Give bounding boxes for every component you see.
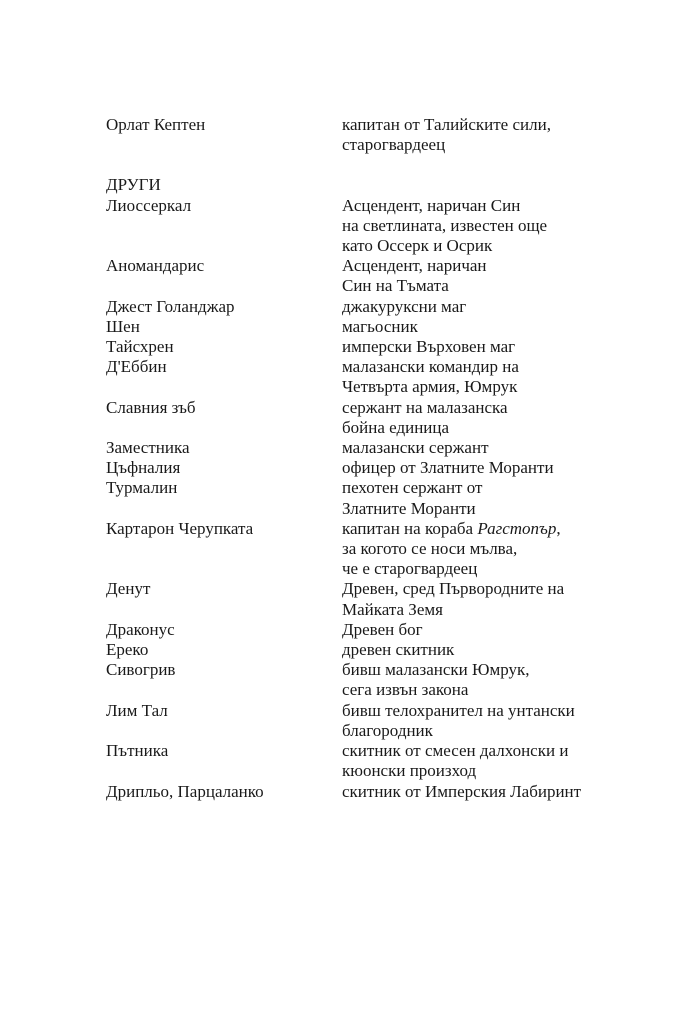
character-entry — [106, 297, 646, 317]
character-description — [342, 317, 642, 337]
character-name: Орлат Кептен — [106, 115, 206, 134]
character-description — [342, 196, 642, 257]
description-line: Син на Тъмата — [342, 276, 449, 296]
description-line: бивш телохранител на унтански — [342, 700, 575, 720]
character-description — [342, 458, 642, 478]
description-line: офицер от Златните Моранти — [342, 458, 554, 478]
character-name: Сивогрив — [106, 660, 176, 680]
description-line: древен скитник — [342, 640, 455, 660]
description-line: благородник — [342, 720, 433, 740]
character-description — [342, 519, 642, 580]
character-entry — [106, 256, 646, 296]
character-entry — [106, 337, 646, 357]
description-line: бойна единица — [342, 417, 450, 437]
description-line: Древен бог — [342, 619, 423, 639]
character-entry — [106, 640, 646, 660]
character-description — [342, 398, 642, 438]
description-line — [342, 519, 642, 539]
character-name: Турмалин — [106, 478, 178, 498]
character-description — [342, 478, 642, 518]
description-line: малазански сержант — [342, 438, 489, 458]
character-description — [342, 640, 642, 660]
description-line: скитник от Имперския Лабиринт — [342, 781, 582, 801]
character-name: Драконус — [106, 619, 175, 639]
character-name: Аномандарис — [106, 256, 205, 276]
description-line: магьосник — [342, 316, 418, 336]
character-entry — [106, 519, 646, 580]
character-entry — [106, 660, 646, 700]
description-line: Асцендент, наричан — [342, 256, 487, 276]
character-name: Дрипльо, Парцаланко — [106, 781, 264, 801]
character-entry — [106, 458, 646, 478]
character-name: Заместника — [106, 438, 190, 458]
description-line: бивш малазански Юмрук, — [342, 660, 530, 680]
description-text: капитан на кораба — [342, 518, 478, 538]
section-heading: ДРУГИ — [106, 175, 161, 195]
character-entry — [106, 701, 646, 741]
description-line: за когото се носи мълва, — [342, 539, 518, 559]
description-line: че е старогвардеец — [342, 559, 478, 579]
character-entry — [106, 115, 646, 155]
character-entry — [106, 579, 646, 619]
character-name: Джест Голанджар — [106, 296, 235, 316]
character-name: Ереко — [106, 640, 149, 660]
description-line: на светлината, известен още — [342, 215, 548, 235]
description-line: капитан от Талийските сили, — [342, 115, 551, 134]
description-line: Майката Земя — [342, 599, 443, 619]
description-line: Четвърта армия, Юмрук — [342, 377, 518, 397]
character-description — [342, 579, 642, 619]
description-line: Златните Моранти — [342, 498, 476, 518]
description-line: малазански командир на — [342, 357, 519, 377]
character-entry — [106, 782, 646, 802]
description-line: пехотен сержант от — [342, 478, 483, 498]
ship-name: Рагстопър — [477, 518, 557, 538]
character-description — [342, 115, 642, 155]
description-line: Древен, сред Първородните на — [342, 579, 565, 599]
description-line: като Оссерк и Осрик — [342, 236, 493, 256]
character-description — [342, 297, 642, 317]
character-description — [342, 741, 642, 781]
character-entry — [106, 438, 646, 458]
character-name: Тайсхрен — [106, 337, 174, 357]
character-name: Картарон Черупката — [106, 518, 254, 538]
character-name: Д'Еббин — [106, 357, 167, 377]
description-line: джакуруксни маг — [342, 296, 467, 316]
character-description — [342, 620, 642, 640]
character-name: Славния зъб — [106, 397, 196, 417]
description-text: , — [556, 518, 561, 538]
character-name: Шен — [106, 316, 140, 336]
character-name: Пътника — [106, 741, 169, 761]
character-name: Денут — [106, 579, 151, 599]
character-description — [342, 660, 642, 700]
character-name: Лиоссеркал — [106, 195, 192, 215]
character-entry — [106, 741, 646, 781]
character-name: Лим Тал — [106, 700, 168, 720]
character-entry — [106, 398, 646, 438]
character-entry — [106, 317, 646, 337]
character-entry — [106, 620, 646, 640]
character-description — [342, 256, 642, 296]
description-line: Асцендент, наричан Син — [342, 195, 521, 215]
description-line: скитник от смесен далхонски и — [342, 741, 569, 761]
character-entry — [106, 196, 646, 257]
character-description — [342, 701, 642, 741]
description-line: кюонски произход — [342, 761, 477, 781]
character-list — [106, 115, 646, 802]
character-description — [342, 438, 642, 458]
character-entry — [106, 357, 646, 397]
character-name: Цъфналия — [106, 458, 181, 478]
character-entry — [106, 478, 646, 518]
description-line: старогвардеец — [342, 135, 446, 155]
description-line: сержант на малазанска — [342, 397, 508, 417]
description-line: имперски Върховен маг — [342, 337, 516, 357]
character-description — [342, 782, 642, 802]
character-description — [342, 357, 642, 397]
character-description — [342, 337, 642, 357]
description-line: сега извън закона — [342, 680, 469, 700]
